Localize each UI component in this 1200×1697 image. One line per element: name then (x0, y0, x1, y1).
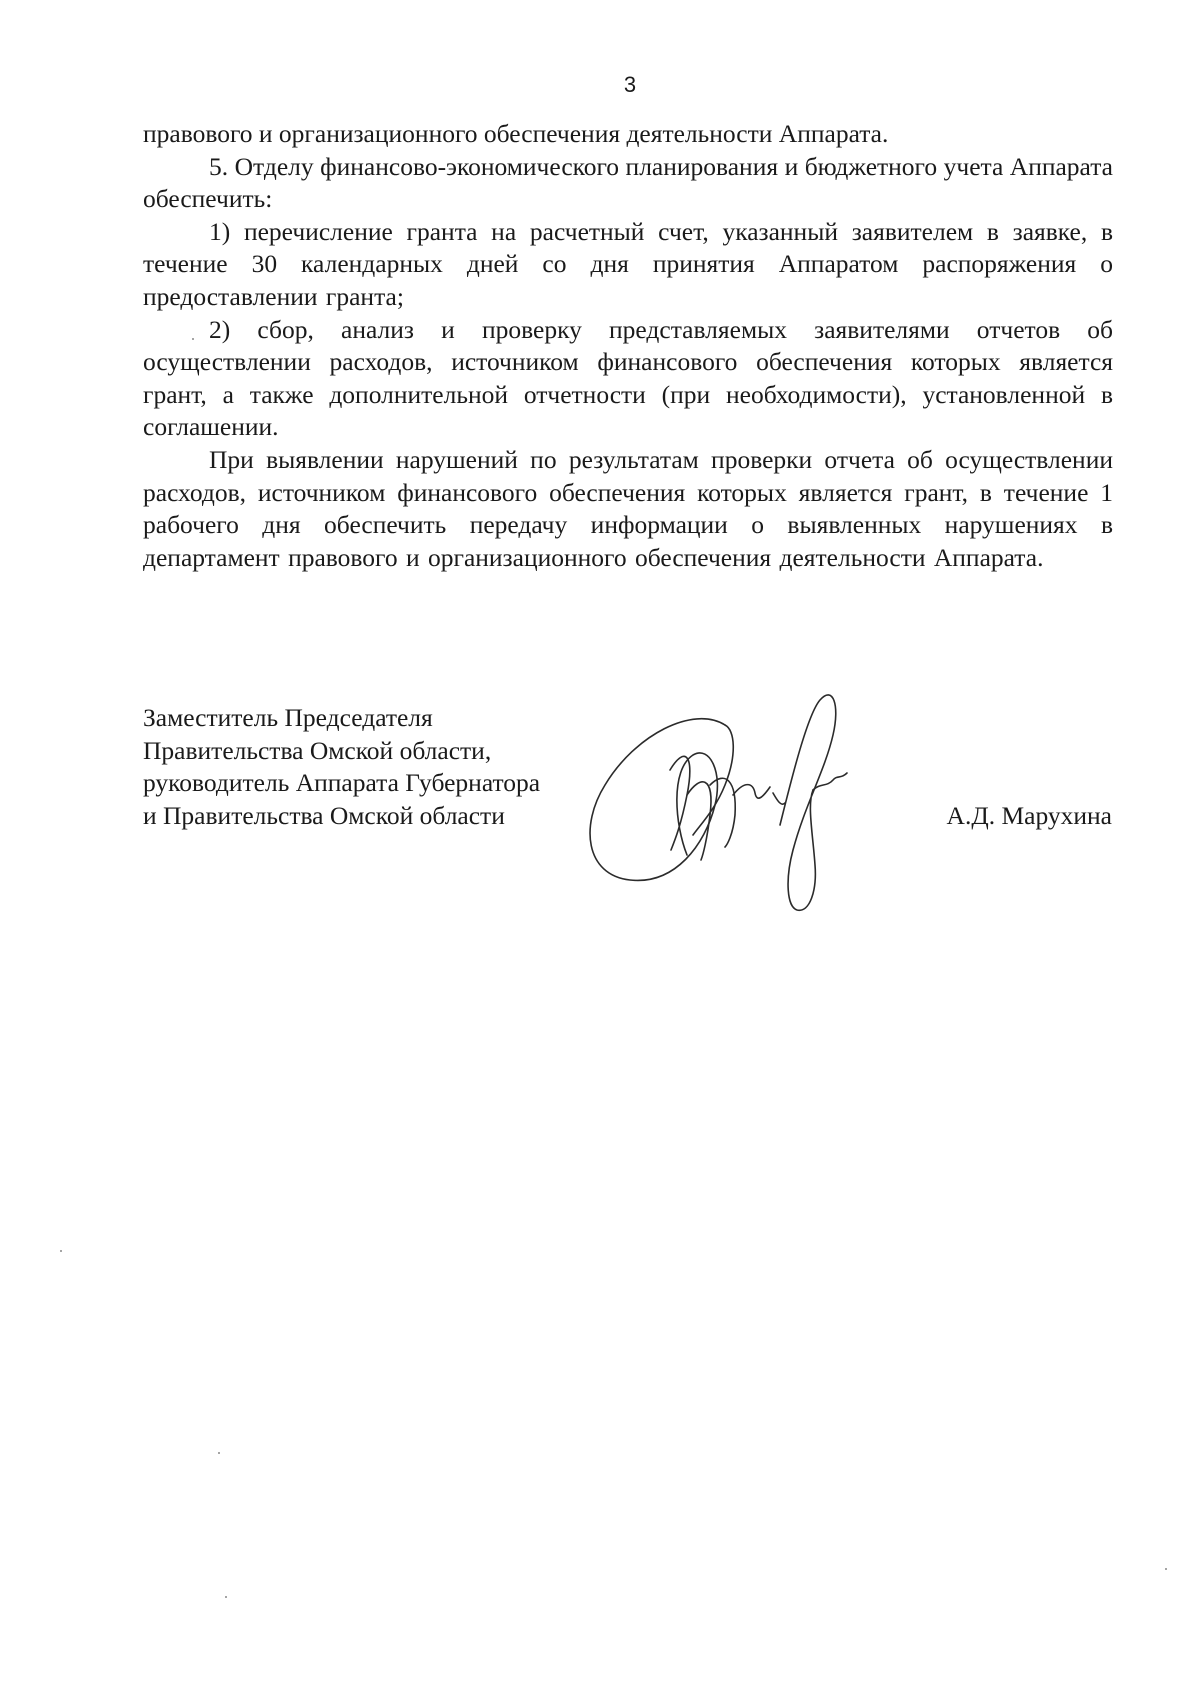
scan-speck (1165, 1568, 1167, 1570)
scan-speck (218, 1452, 220, 1454)
position-line-2: Правительства Омской области, (143, 735, 492, 765)
position-line-1: Заместитель Председателя (143, 703, 433, 732)
scan-speck (225, 1596, 227, 1598)
signatory-name: А.Д. Марухина (946, 801, 1112, 830)
handwritten-signature (575, 675, 880, 915)
position-line-3: руководитель Аппарата Губернатора (143, 768, 541, 798)
paragraph-subitem-2: 2) сбор, анализ и проверку представляемых заявителями отчетов об осуществлении расходов, источником финансового обеспечения которых является грант, а также дополнительной отчетности (при необходимости), установленной в соглашении. (143, 314, 1113, 442)
position-line-4: и Правительства Омской области (143, 800, 505, 830)
scan-speck (60, 1250, 62, 1252)
page-number: 3 (623, 72, 637, 97)
scan-speck (192, 338, 194, 340)
paragraph-subitem-1: 1) перечисление гранта на расчетный счет, указанный заявителем в заявке, в течение 30 календарных дней со дня принятия Аппаратом распоряжения о предоставлении гранта; (143, 216, 1113, 311)
document-body (143, 118, 1113, 574)
paragraph-violations: При выявлении нарушений по результатам проверки отчета об осуществлении расходов, источником финансового обеспечения которых является грант, в течение 1 рабочего дня обеспечить передачу информации о выявленных нарушениях в департамент правового и организационного обеспечения деятельности Аппарата. (143, 444, 1113, 572)
paragraph-continuation: правового и организационного обеспечения деятельности Аппарата. (143, 119, 889, 148)
paragraph-item-5: 5. Отделу финансово-экономического планирования и бюджетного учета Аппарата обеспечить: (143, 151, 1113, 214)
